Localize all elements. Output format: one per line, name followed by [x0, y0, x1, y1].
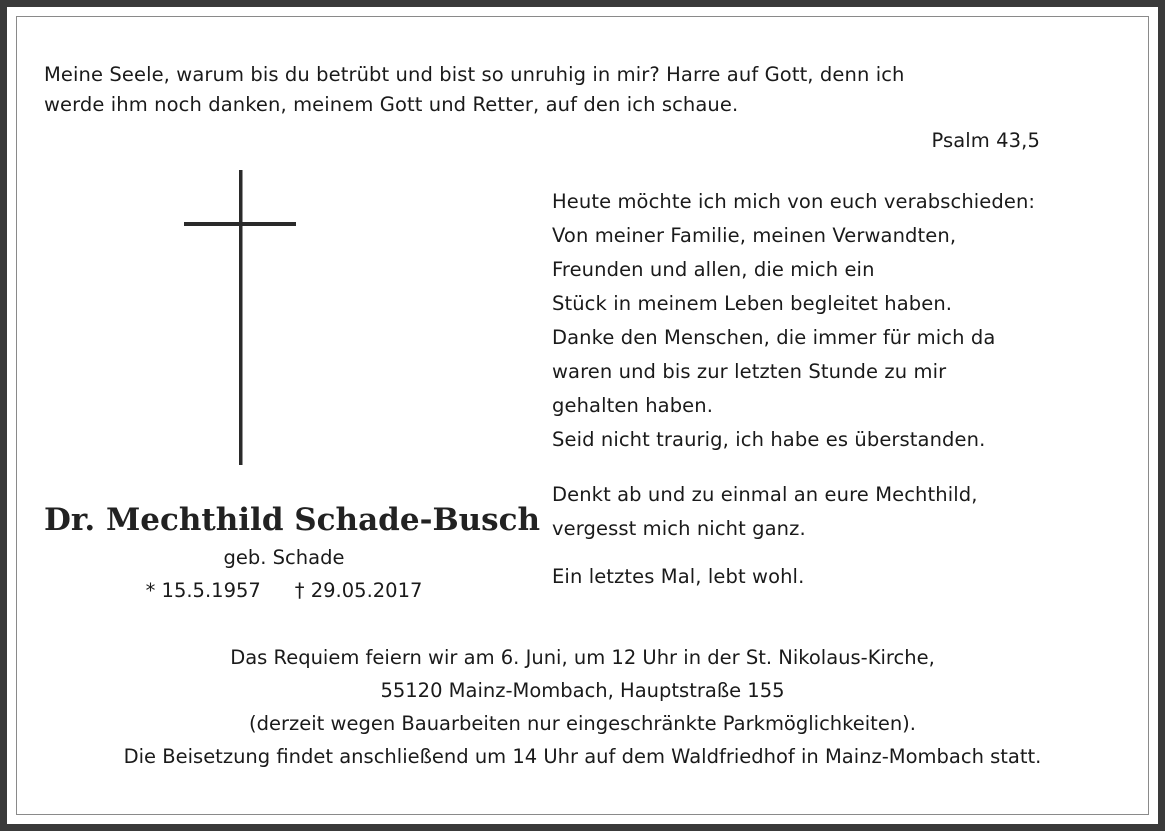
- death-date: † 29.05.2017: [294, 579, 423, 602]
- farewell-line: Stück in meinem Leben begleitet haben.: [552, 292, 953, 315]
- birth-name: geb. Schade: [223, 546, 345, 569]
- farewell-line: gehalten haben.: [552, 394, 714, 417]
- farewell-line: Von meiner Familie, meinen Verwandten,: [552, 224, 957, 247]
- requiem-info: [0, 641, 1165, 740]
- psalm-quote-line: werde ihm noch danken, meinem Gott und Retter, auf den ich schaue.: [44, 93, 739, 116]
- burial-info: Die Beisetzung findet anschließend um 14 Uhr auf dem Waldfriedhof in Mainz-Mombach statt.: [123, 745, 1042, 768]
- requiem-line: Das Requiem feiern wir am 6. Juni, um 12 Uhr in der St. Nikolaus-Kirche,: [230, 646, 935, 669]
- farewell-line: Danke den Menschen, die immer für mich da: [552, 326, 996, 349]
- life-dates: [44, 577, 524, 605]
- psalm-reference: Psalm 43,5: [931, 129, 1040, 152]
- farewell-text: [552, 185, 1035, 457]
- farewell-line: Freunden und allen, die mich ein: [552, 258, 875, 281]
- farewell-line: waren und bis zur letzten Stunde zu mir: [552, 360, 947, 383]
- deceased-name: Dr. Mechthild Schade-Busch: [44, 502, 541, 538]
- birth-date: * 15.5.1957: [145, 579, 261, 602]
- requiem-line: (derzeit wegen Bauarbeiten nur eingeschränkte Parkmöglichkeiten).: [249, 712, 916, 735]
- requiem-line: 55120 Mainz-Mombach, Hauptstraße 155: [380, 679, 785, 702]
- psalm-quote: [44, 60, 905, 120]
- psalm-quote-line: Meine Seele, warum bis du betrübt und bist so unruhig in mir? Harre auf Gott, denn ich: [44, 63, 905, 86]
- remember-line: Denkt ab und zu einmal an eure Mechthild,: [552, 483, 978, 506]
- remember-line: vergesst mich nicht ganz.: [552, 517, 806, 540]
- last-farewell-line: Ein letztes Mal, lebt wohl.: [552, 565, 805, 588]
- farewell-line: Heute möchte ich mich von euch verabschieden:: [552, 190, 1036, 213]
- farewell-line: Seid nicht traurig, ich habe es überstanden.: [552, 428, 986, 451]
- remember-text: [552, 478, 978, 546]
- cross-icon: [180, 170, 300, 470]
